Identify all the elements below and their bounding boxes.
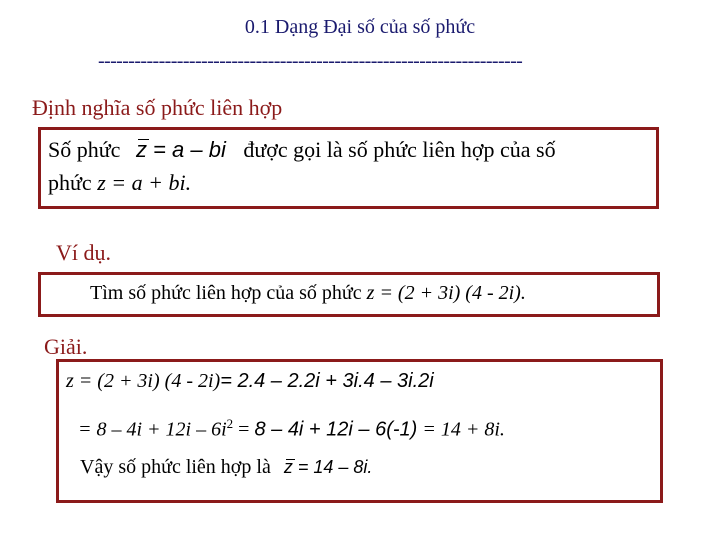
example-task-formula: z = (2 + 3i) (4 - 2i). [366,282,526,304]
solution-line-2 [78,416,505,442]
solution-conjugate-bar [286,459,295,460]
solution-line2-exponent: 2 [226,416,234,431]
solution-line2-equals: = [233,418,255,441]
example-task [90,282,526,305]
slide-title: 0.1 Dạng Đại số của số phức [244,16,476,38]
solution-line1-b: = 2.4 – 2.2i + 3i.4 – 3i.2i [220,370,434,392]
definition-line2-formula: z = a + bi. [97,170,192,195]
solution-line2-c: 8 – 4i + 12i – 6(-1) [254,418,418,441]
solution-label: Giải. [44,334,88,359]
example-task-prefix: Tìm số phức liên hợp của số phức [90,282,367,304]
solution-line2-a: = 8 – 4i + 12i – 6i [78,418,227,441]
definition-heading: Định nghĩa số phức liên hợp [32,95,283,120]
definition-suffix: được gọi là số phức liên hợp của số [243,137,556,162]
solution-line-1 [66,370,434,393]
definition-line-1 [48,137,556,163]
definition-line2-prefix: phức [48,170,98,195]
definition-prefix: Số phức [48,137,121,162]
solution-line3-prefix: Vậy số phức liên hợp là [80,456,276,478]
title-divider: ---------------------------------------------------------------------- [98,50,523,72]
definition-line-2 [48,170,191,196]
example-label: Ví dụ. [56,240,111,265]
conjugate-formula: z = a – bi [135,137,226,162]
solution-line-3 [80,456,372,479]
solution-line2-d: = 14 + 8i. [417,418,505,441]
solution-conjugate-formula: z = 14 – 8i. [283,457,373,477]
solution-line1-a: z = (2 + 3i) (4 - 2i) [66,370,221,392]
conjugate-bar [138,139,149,140]
